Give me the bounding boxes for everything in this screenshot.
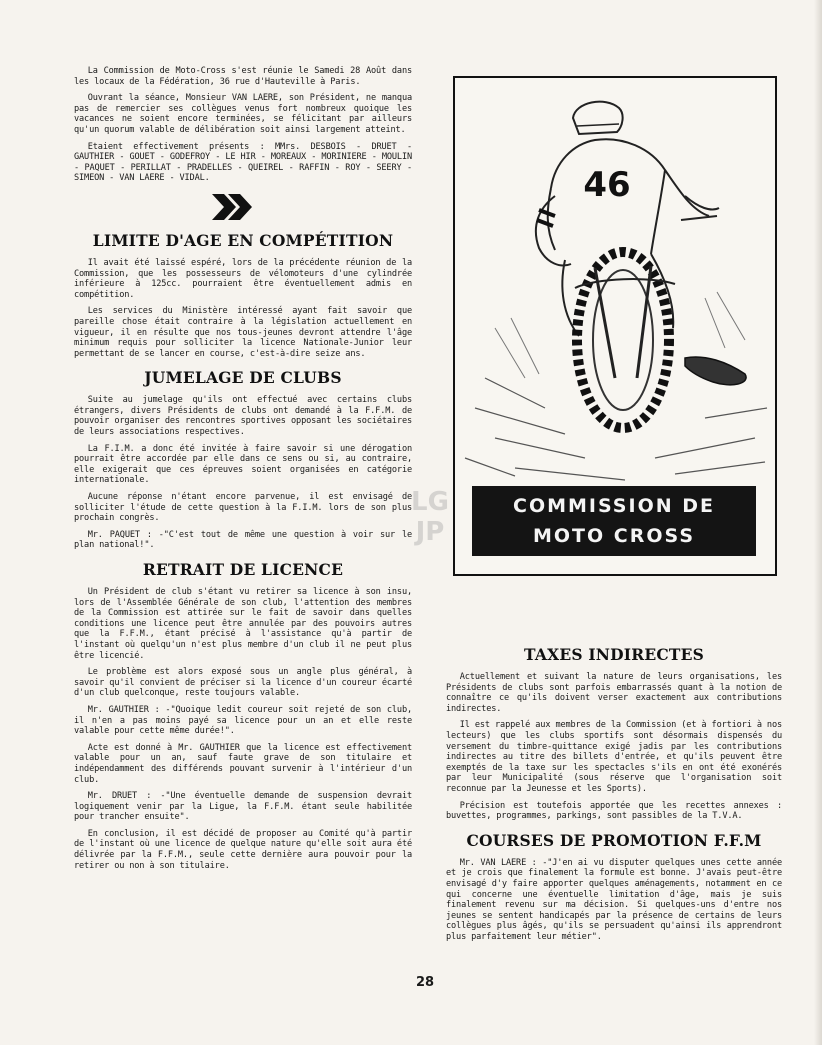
section-title: TAXES INDIRECTES <box>523 645 705 664</box>
right-column <box>446 636 782 948</box>
body-paragraph: Aucune réponse n'étant encore parvenue, il est envisagé de solliciter l'étude de cette question à la F.I.M. lors de son plus prochain congrès. <box>74 492 412 524</box>
quote-paragraph: Mr. PAQUET : -"C'est tout de même une question à voir sur le plan national!". <box>74 529 412 551</box>
body-paragraph: Suite au jumelage qu'ils ont effectué avec certains clubs étrangers, divers Présidents de clubs ont demandé à la F.F.M. de pouvoir organiser des rencontres sportives opposant les sociétaires de leurs associations respectives. <box>74 395 412 438</box>
section-taxes <box>446 646 782 822</box>
body-paragraph: Actuellement et suivant la nature de leurs organisations, les Présidents de clubs sont parfois embarrassés quant à la notion de connaître ce qu'ils doivent verser exactement aux contributions indirectes. <box>446 672 782 714</box>
intro-section <box>74 66 412 184</box>
double-arrow-icon <box>210 192 254 222</box>
section-courses-promotion <box>446 832 782 943</box>
quote-paragraph: Mr. GAUTHIER : -"Quoique ledit coureur soit rejeté de son club, il n'en a pas moins payé sa licence pour un an et elle reste valable pour cette même durée!". <box>74 704 412 737</box>
section-title: JUMELAGE DE CLUBS <box>144 368 342 388</box>
intro-paragraph: Ouvrant la séance, Monsieur VAN LAERE, son Président, ne manqua pas de remercier ses collègues venus fort nombreux quoique les vacances ne soient encore terminées, se félicitant par ailleurs qu'un quorum valable de délibération soit ainsi largement atteint. <box>74 93 412 135</box>
section-jumelage <box>74 369 412 551</box>
body-paragraph: Acte est donné à Mr. GAUTHIER que la licence est effectivement valable pour un an, sauf faute grave de son titulaire et indépendamment des différends pouvant survenir à l'intérieur d'un club. <box>74 742 412 785</box>
body-paragraph: Le problème est alors exposé sous un angle plus général, à savoir qu'il convient de préciser si la licence d'un coureur écarté d'un club quelconque, reste toujours valable. <box>74 667 412 699</box>
intro-paragraph: La Commission de Moto-Cross s'est réunie le Samedi 28 Août dans les locaux de la Fédération, 36 rue d'Hauteville à Paris. <box>74 66 412 87</box>
body-paragraph: Il est rappelé aux membres de la Commission (et à fortiori à nos lecteurs) que les clubs sportifs sont désormais dispensés du versement du timbre-quittance exigé jadis par les contributions indirectes au titre des billets d'entrée, et qu'ils peuvent être exemptés de la taxe sur les spectacles s'ils en ont été exonérés par leur Municipalité (sous réserve que l'organisation soit reconnue par la Jeunesse et les Sports). <box>446 720 782 794</box>
attendees-paragraph: Etaient effectivement présents : MMrs. DESBOIS - DRUET - GAUTHIER - GOUET - GODEFROY - LE HIR - MOREAUX - MORINIERE - MOULIN - PAQUET - PERILLAT - PRADELLES - QUEIREL - RAFFIN - ROY - SEERY - SIMEON - VAN LAERE - VIDAL. <box>74 141 412 184</box>
quote-paragraph: Mr. VAN LAERE : -"J'en ai vu disputer quelques unes cette année et je crois que finalement la formule est bonne. J'avais peut-être envisagé d'y faire apporter quelques aménagements, notamment en ce qui concerne une éventuelle limitation d'âge, mais je suis finalement revenu sur ma décision. Si quelques-uns d'entre nos jeunes se sentent handicapés par la présence de certains de leurs collègues plus âgés, qu'ils se persuadent qu'ainsi ils apprendront plus parfaitement leur métier". <box>446 857 782 942</box>
banner-line: MOTO CROSS <box>532 525 696 547</box>
body-paragraph: Les services du Ministère intéressé ayant fait savoir que pareille chose était contraire à la législation actuellement en vigueur, il en résulte que nos tous-jeunes devront attendre l'âge minimum requis pour solliciter la licence Nationale-Junior leur permettant de se lancer en course, c'est-à-dire seize ans. <box>74 306 412 359</box>
svg-text:LG: LG <box>411 487 449 517</box>
page-number: 28 <box>415 975 435 990</box>
section-limite-age <box>74 232 412 359</box>
page-edge-shadow <box>814 0 822 1045</box>
body-paragraph: Il avait été laissé espéré, lors de la précédente réunion de la Commission, que les possesseurs de vélomoteurs d'une cylindrée inférieure à 125cc. pourraient être éventuellement admis en compétition. <box>74 257 412 300</box>
section-retrait-licence <box>74 561 412 871</box>
svg-text:JP: JP <box>415 517 445 547</box>
left-column <box>74 66 412 877</box>
section-title: LIMITE D'AGE EN COMPÉTITION <box>92 230 394 250</box>
motocross-rider-drawing <box>455 78 775 488</box>
body-paragraph: Un Président de club s'étant vu retirer sa licence à son insu, lors de l'Assemblée Générale de son club, l'attention des membres de la Commission est attirée sur le fait de savoir dans quelles conditions une licence peut être annulée par des pouvoirs autres que la F.F.M., étant précisé à l'assistance qu'à partir de l'instant où quelqu'un n'est plus membre d'un club il ne peut plus être licencié. <box>74 587 412 661</box>
section-title: RETRAIT DE LICENCE <box>142 560 344 579</box>
body-paragraph: Précision est toutefois apportée que les recettes annexes : buvettes, programmes, parkings, sont passibles de la T.V.A. <box>446 800 782 822</box>
body-paragraph: En conclusion, il est décidé de proposer au Comité qu'à partir de l'instant où une licence de quelque nature qu'elle soit aura été délivrée par la F.F.M., seule cette dernière aura pouvoir pour la retirer ou non à son titulaire. <box>74 828 412 871</box>
body-paragraph: La F.I.M. a donc été invitée à faire savoir si une dérogation pourrait être accordée par elle dans ce sens ou si, au contraire, elle exigerait que ces épreuves soient organisées en catégorie internationale. <box>74 443 412 486</box>
lgjp-watermark <box>390 478 470 548</box>
commission-banner <box>472 486 756 556</box>
section-title: COURSES DE PROMOTION F.F.M <box>466 830 762 850</box>
quote-paragraph: Mr. DRUET : -"Une éventuelle demande de suspension devrait logiquement venir par la Ligue, la F.F.M. étant seule habilitée pour trancher ensuite". <box>74 791 412 823</box>
banner-line: COMMISSION DE <box>513 495 715 517</box>
rider-number: 46 <box>583 165 631 205</box>
